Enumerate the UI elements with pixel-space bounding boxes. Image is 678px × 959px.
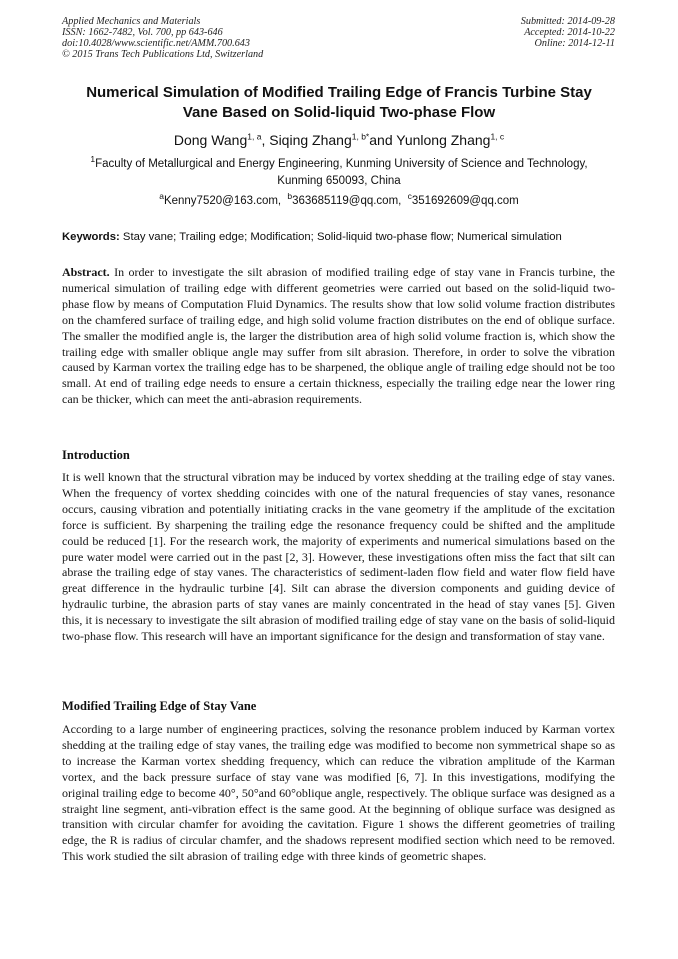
abstract [62,265,615,408]
abstract-label: Abstract. [62,265,110,279]
author-superscript: 1, a [247,131,262,142]
email-address: 363685119@qq.com, [292,195,402,207]
journal-copyright: © 2015 Trans Tech Publications Ltd, Switzerland [62,49,264,60]
journal-info [62,16,263,60]
email-list [40,193,638,209]
affiliation-superscript: 1 [90,154,96,165]
affiliation-line: Kunming 650093, China [277,175,401,187]
email-superscript: a [159,191,164,202]
email-superscript: c [407,191,412,202]
keywords [62,229,622,245]
title-line: Numerical Simulation of Modified Trailing Edge of Francis Turbine Stay [86,84,592,101]
affiliation-line: Faculty of Metallurgical and Energy Engineering, Kunming University of Science and Technology, [95,158,588,170]
author-name: Dong Wang [173,132,248,148]
email-address: 351692609@qq.com [411,195,519,207]
keywords-text: Stay vane; Trailing edge; Modification; Solid-liquid two-phase flow; Numerical simulation [122,231,562,243]
modified-trailing-edge-paragraph: According to a large number of engineering practices, solving the resonance problem induced by Karman vortex shedding at the trailing edge of stay vanes, the trailing edge was modified to become non symmetrical shape so as to increase the Karman vortex shedding frequency, which can reduce the vibration amplitude of the Karman vortex, and the back pressure surface of stay vane was modified [6, 7]. In this investigations, modifying the original trailing edge to become 40°, 50°and 60°oblique angle, respectively. The oblique surface was designed as a straight line segment, anti-vibration effect is the same good. At the beginning of oblique surface was designed as transition with circular chamfer for avoiding the cavitation. Figure 1 shows the different geometries of trailing edge, the R is radius of circular chamfer, and the shadows represent modified section which need to be removed. This work studied the silt abrasion of trailing edge with three kinds of geometric shapes. [62,722,615,864]
journal-issn: ISSN: 1662-7482, Vol. 700, pp 643-646 [62,27,223,38]
paper-title [50,83,628,123]
online-date: Online: 2014-12-11 [534,38,615,49]
author-name: Siqing Zhang [269,132,352,148]
journal-name: Applied Mechanics and Materials [62,16,201,27]
author-separator: , [261,132,270,148]
author-list [40,131,638,149]
title-line: Vane Based on Solid-liquid Two-phase Flow [182,104,496,121]
email-address: Kenny7520@163.com, [163,195,282,207]
submitted-date: Submitted: 2014-09-28 [520,16,615,27]
abstract-text: In order to investigate the silt abrasion of modified trailing edge of stay vane in Francis turbine, the numerical simulation of trailing edge with different geometries were carried out based on the solid-liquid two-phase flow by means of Computation Fluid Dynamics. The results show that low solid volume fraction distributes on the chamfered surface of trailing edge, and high solid volume fraction distributes on the end of oblique surface. The smaller the modified angle is, the larger the distribution area of high solid volume fraction is, which show the trailing edge with smaller oblique angle may suffer from silt abrasion. Therefore, in order to solve the vibration caused by Karman vortex the trailing edge has to be sharpened, the oblique angle of trailing edge should not be too small. At end of trailing edge needs to ensure a certain thickness, especially the trailing edge near the lower ring can be thicker, which can meet the anti-abrasion requirements. [62,265,615,407]
submission-dates [521,16,615,49]
journal-doi: doi:10.4028/www.scientific.net/AMM.700.643 [62,38,250,49]
author-separator: and [369,132,397,148]
introduction-paragraph: It is well known that the structural vibration may be induced by vortex shedding at the trailing edge of stay vanes. When the frequency of vortex shedding coincides with one of the natural frequencies of stay vanes, resonance occurs, causing vibration and potentially initiating cracks in the vane geometry if the amplitude of the excitation force is sufficient. By sharpening the trailing edge the resonance frequency could be shifted and the amplitude could be reduced [1]. For the research work, the majority of experiments and numerical simulations based on the pure water model were carried out in the past [2, 3]. However, these investigations often miss the fact that silt can abrase the trailing edge of stay vanes. The characteristics of sediment-laden flow field and water flow field have great difference in the hydraulic turbine [4]. Silt can abrase the diversion components and guiding device of hydraulic turbine, the abrasion parts of stay vanes are mainly concentrated in the head of stay vanes [5]. Given this, it is necessary to investigate the silt abrasion of modified trailing edge of stay vane on the basis of solid-liquid two-phase flow. This research will have an important significance for the design and transformation of stay vane. [62,470,615,644]
keywords-label: Keywords: [62,231,120,243]
email-superscript: b [287,191,293,202]
affiliation [52,156,626,190]
author-name: Yunlong Zhang [396,132,491,148]
section-heading-modified-trailing-edge: Modified Trailing Edge of Stay Vane [62,699,257,713]
author-superscript: 1, b* [351,131,370,142]
author-superscript: 1, c [490,131,505,142]
section-heading-introduction: Introduction [62,448,130,462]
accepted-date: Accepted: 2014-10-22 [524,27,615,38]
